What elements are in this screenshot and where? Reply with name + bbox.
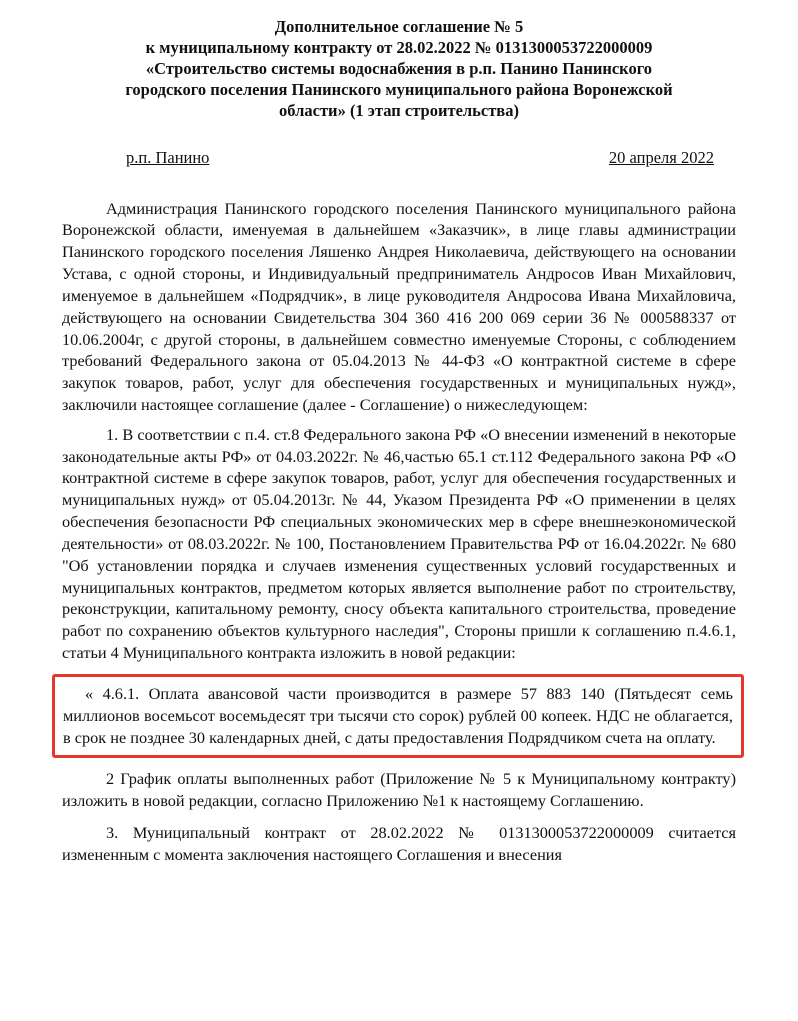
document-title [119, 16, 679, 122]
document-date: 20 апреля 2022 [608, 147, 714, 167]
title-line-1: Дополнительное соглашение № 5 [274, 17, 524, 36]
clause-2-paragraph: 2 График оплаты выполненных работ (Приложение № 5 к Муниципальному контракту) изложить в новой редакции, согласно Приложению №1 к настоящему Соглашению. [62, 769, 736, 811]
clause-3-paragraph: 3. Муниципальный контракт от 28.02.2022 № 0131300053722000009 считается измененным с момента заключения настоящего Соглашения и внесения [62, 823, 736, 864]
preamble-paragraph: Администрация Панинского городского поселения Панинского муниципального района Воронежской области, именуемая в дальнейшем «Заказчик», в лице главы администрации Панинского городского поселения Ляшенко Андрея Николаевича, действующего на основании Устава, с одной стороны, и Индивидуальный предприниматель Андросов Иван Михайлович, именуемое в дальнейшем «Подрядчик», в лице руководителя Андросова Ивана Михайловича, действующего на основании Свидетельства 304 360 416 200 069 серии 36 № 000588337 от 10.06.2004г, с другой стороны, в дальнейшем совместно именуемые Стороны, с соблюдением требований Федерального закона от 05.04.2013 № 44-ФЗ «О контрактной системе в сфере закупок товаров, работ, услуг для обеспечения государственных и муниципальных нужд», заключили настоящее соглашение (далее - Соглашение) о нижеследующем: [62, 198, 736, 414]
title-line-4: городского поселения Панинского муниципального района Воронежской [125, 80, 673, 100]
highlighted-clause-box [52, 674, 744, 758]
title-line-3: «Строительство системы водоснабжения в р.п. Панино Панинского [145, 59, 653, 79]
clause-1-paragraph: 1. В соответствии с п.4. ст.8 Федерального закона РФ «О внесении изменений в некоторые законодательные акты РФ» от 04.03.2022г. № 46,частью 65.1 ст.112 Федерального закона РФ «О контрактной системе в сфере закупок товаров, работ, услуг для обеспечения государственных и муниципальных нужд» от 05.04.2013г. № 44, Указом Президента РФ «О применении в целях обеспечения безопасности РФ специальных экономических мер в сфере внешнеэкономической деятельности» от 08.03.2022г. № 100, Постановлением Правительства РФ от 16.04.2022г. № 680 "Об установлении порядка и случаев изменения существенных условий государственных и муниципальных контрактов, предметом которых является выполнение работ по строительству, реконструкции, капитальному ремонту, сносу объекта капитального строительства, проведение работ по сохранению объектов культурного наследия", Стороны пришли к соглашению п.4.6.1, статьи 4 Муниципального контракта изложить в новой редакции: [62, 424, 736, 663]
document-body [62, 198, 736, 866]
clause-4-6-1-paragraph: « 4.6.1. Оплата авансовой части производится в размере 57 883 140 (Пятьдесят семь миллионов восемьсот восемьдесят три тысячи сто сорок) рублей 00 копеек. НДС не облагается, в срок не позднее 30 календарных дней, с даты предоставления Подрядчиком счета на оплату. [63, 683, 733, 747]
title-line-5: области» (1 этап строительства) [279, 101, 519, 121]
title-line-2: к муниципальному контракту от 28.02.2022 № 0131300053722000009 [145, 38, 653, 58]
document-place: р.п. Панино [126, 147, 210, 167]
place-and-date-row [62, 148, 736, 168]
